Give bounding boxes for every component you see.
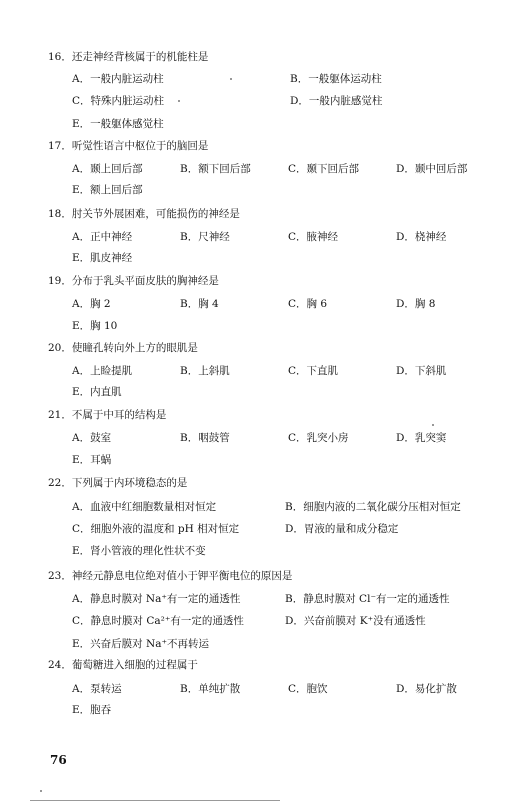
question-24-option-c: C．胞饮 [288, 683, 328, 695]
question-20-option-d: D．下斜肌 [396, 365, 447, 377]
question-23-option-b: B．静息时膜对 Cl⁻有一定的通透性 [285, 593, 450, 605]
scan-speck [178, 100, 180, 102]
question-23-option-e: E．兴奋后膜对 Na⁺不再转运 [72, 638, 209, 650]
question-17-option-d: D．颞中回后部 [396, 163, 468, 175]
question-22-option-b: B．细胞内液的二氧化碳分压相对恒定 [285, 501, 461, 513]
question-18-option-a: A．正中神经 [72, 231, 133, 243]
scan-speck [40, 790, 42, 792]
scan-speck [230, 78, 232, 80]
question-24-option-b: B．单纯扩散 [180, 683, 241, 695]
question-20-option-e: E．内直肌 [72, 386, 122, 398]
question-16-option-c: C．特殊内脏运动柱 [72, 95, 165, 107]
question-16-option-e: E．一般躯体感觉柱 [72, 118, 164, 130]
question-17-stem: 17．听觉性语言中枢位于的脑回是 [48, 140, 209, 152]
question-20-option-a: A．上睑提肌 [72, 365, 133, 377]
question-19-option-c: C．胸 6 [288, 298, 328, 310]
page-number: 76 [50, 753, 67, 767]
question-22-option-d: D．胃液的量和成分稳定 [285, 523, 399, 535]
question-22-option-e: E．肾小管液的理化性状不变 [72, 545, 206, 557]
question-19-option-a: A．胸 2 [72, 298, 111, 310]
question-18-option-b: B．尺神经 [180, 231, 230, 243]
question-21-option-c: C．乳突小房 [288, 432, 349, 444]
question-21-option-e: E．耳蜗 [72, 454, 112, 466]
question-17-option-c: C．颞下回后部 [288, 163, 360, 175]
question-24-option-d: D．易化扩散 [396, 683, 457, 695]
question-22-option-a: A．血液中红细胞数量相对恒定 [72, 501, 217, 513]
question-21-stem: 21．不属于中耳的结构是 [48, 409, 167, 421]
question-20-option-c: C．下直肌 [288, 365, 339, 377]
question-19-stem: 19．分布于乳头平面皮肤的胸神经是 [48, 275, 219, 287]
question-18-option-e: E．肌皮神经 [72, 252, 133, 264]
question-18-stem: 18．肘关节外展困难，可能损伤的神经是 [48, 208, 240, 220]
question-22-stem: 22．下列属于内环境稳态的是 [48, 477, 188, 489]
question-23-option-d: D．兴奋前膜对 K⁺没有通透性 [285, 615, 426, 627]
question-16-option-d: D．一般内脏感觉柱 [290, 95, 383, 107]
scan-speck [432, 424, 434, 426]
question-17-option-a: A．颞上回后部 [72, 163, 143, 175]
question-20-stem: 20．使瞳孔转向外上方的眼肌是 [48, 342, 198, 354]
question-23-option-c: C．静息时膜对 Ca²⁺有一定的通透性 [72, 615, 244, 627]
question-21-option-a: A．鼓室 [72, 432, 112, 444]
question-19-option-b: B．胸 4 [180, 298, 219, 310]
question-22-option-c: C．细胞外液的温度和 pH 相对恒定 [72, 523, 240, 535]
question-19-option-e: E．胸 10 [72, 320, 118, 332]
question-19-option-d: D．胸 8 [396, 298, 436, 310]
question-24-stem: 24．葡萄糖进入细胞的过程属于 [48, 659, 198, 671]
scan-edge-line [30, 800, 280, 801]
question-21-option-b: B．咽鼓管 [180, 432, 230, 444]
question-17-option-b: B．额下回后部 [180, 163, 251, 175]
question-16-option-a: A．一般内脏运动柱 [72, 73, 164, 85]
question-17-option-e: E．额上回后部 [72, 184, 143, 196]
question-24-option-e: E．胞吞 [72, 704, 112, 716]
question-18-option-d: D．桡神经 [396, 231, 447, 243]
question-24-option-a: A．泵转运 [72, 683, 122, 695]
question-21-option-d: D．乳突窦 [396, 432, 447, 444]
question-23-stem: 23．神经元静息电位绝对值小于钾平衡电位的原因是 [48, 570, 293, 582]
question-18-option-c: C．腋神经 [288, 231, 339, 243]
question-20-option-b: B．上斜肌 [180, 365, 230, 377]
question-16-stem: 16．还走神经背核属于的机能柱是 [48, 51, 209, 63]
question-16-option-b: B．一般躯体运动柱 [290, 73, 382, 85]
question-23-option-a: A．静息时膜对 Na⁺有一定的通透性 [72, 593, 241, 605]
